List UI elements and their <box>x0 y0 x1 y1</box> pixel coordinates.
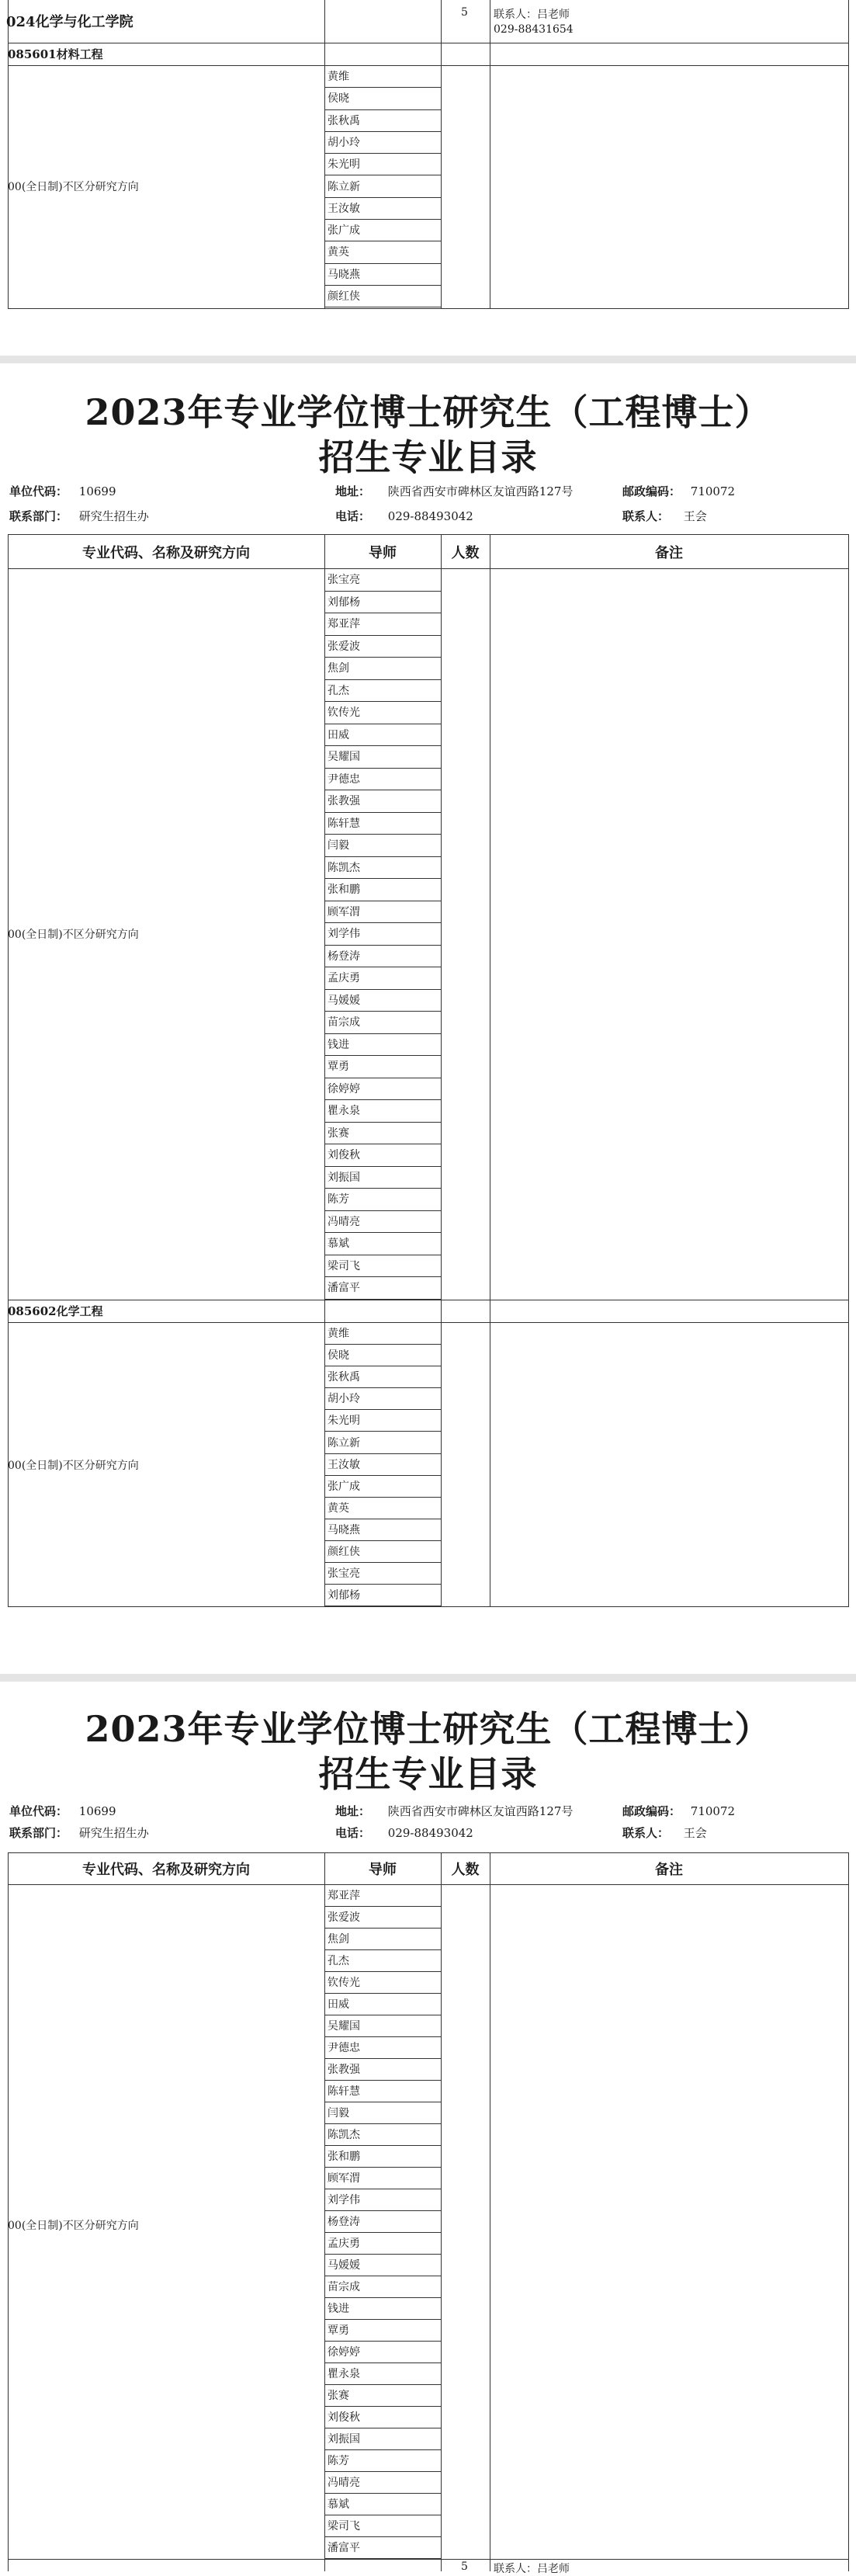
header-count: 人数 <box>451 1862 480 1878</box>
mentor-name: 潘富平 <box>324 2537 441 2559</box>
mentor-name: 刘俊秋 <box>324 2407 441 2428</box>
mentor-name: 刘振国 <box>324 2428 441 2450</box>
contact: 王会 <box>683 1826 707 1840</box>
research-direction: 00(全日制)不区分研究方向 <box>8 1460 139 1472</box>
mentor-name: 孟庆勇 <box>324 967 441 990</box>
phone: 029-88493042 <box>387 509 473 523</box>
mentor-name: 王汝敏 <box>324 1454 441 1476</box>
header-remarks: 备注 <box>655 545 683 561</box>
contact-label: 联系人： <box>622 509 670 523</box>
mentor-name: 孟庆勇 <box>324 2233 441 2255</box>
mentor-name: 胡小玲 <box>324 132 441 154</box>
phone-label: 电话： <box>335 509 371 523</box>
mentor-name: 张教强 <box>324 2059 441 2081</box>
header-remarks: 备注 <box>655 1862 683 1878</box>
mentor-name: 张秋禹 <box>324 1366 441 1388</box>
enrollment-count: 5 <box>461 2560 468 2573</box>
mentor-name: 刘俊秋 <box>324 1144 441 1167</box>
mentor-name: 张教强 <box>324 790 441 813</box>
mentor-name: 尹德忠 <box>324 2037 441 2059</box>
contact-person: 联系人：吕老师 <box>494 9 570 21</box>
dept-row <box>9 509 149 524</box>
mentor-name: 苗宗成 <box>324 1012 441 1034</box>
mentor-name: 陈芳 <box>324 1189 441 1211</box>
mentor-name: 杨登涛 <box>324 2211 441 2233</box>
mentor-name: 苗宗成 <box>324 2276 441 2298</box>
header-major: 专业代码、名称及研究方向 <box>82 1862 250 1878</box>
contact-person: 联系人：吕老师 <box>494 2563 570 2575</box>
mentor-name: 冯晴亮 <box>324 1211 441 1234</box>
zip-label: 邮政编码： <box>622 484 681 498</box>
address: 陕西省西安市碑林区友谊西路127号 <box>387 1804 574 1818</box>
address-row <box>335 1804 573 1819</box>
page-title-line1: 2023年专业学位博士研究生（工程博士） <box>85 391 771 433</box>
mentor-name: 颜红侠 <box>324 286 441 307</box>
mentor-name: 马媛媛 <box>324 2255 441 2276</box>
mentor-name: 马媛媛 <box>324 990 441 1012</box>
mentor-name: 钦传光 <box>324 702 441 724</box>
mentor-name: 陈轩慧 <box>324 2081 441 2102</box>
mentor-name: 陈立新 <box>324 1432 441 1454</box>
mentor-name: 顾军渭 <box>324 2168 441 2189</box>
mentor-name: 梁司飞 <box>324 2515 441 2537</box>
address-label: 地址： <box>335 484 371 498</box>
mentor-name: 钦传光 <box>324 1972 441 1994</box>
mentor-name: 张和鹏 <box>324 879 441 901</box>
mentor-name: 孔杰 <box>324 680 441 703</box>
mentor-name: 覃勇 <box>324 2320 441 2342</box>
mentor-name: 刘郁杨 <box>324 592 441 614</box>
dept-label: 联系部门： <box>9 1826 68 1840</box>
mentor-name: 钱进 <box>324 1034 441 1057</box>
mentor-name: 孔杰 <box>324 1950 441 1972</box>
mentor-name: 吴耀国 <box>324 746 441 769</box>
mentor-name: 张爱波 <box>324 636 441 658</box>
mentor-name: 顾军渭 <box>324 901 441 924</box>
mentor-name: 慕斌 <box>324 1233 441 1255</box>
contact-phone: 029-88431654 <box>494 23 574 36</box>
mentor-name: 侯晓 <box>324 88 441 109</box>
mentor-name: 闫毅 <box>324 2102 441 2124</box>
zip-label: 邮政编码： <box>622 1804 681 1818</box>
mentor-name: 冯晴亮 <box>324 2472 441 2494</box>
mentor-name: 郑亚萍 <box>324 1885 441 1907</box>
phone: 029-88493042 <box>387 1826 473 1840</box>
dept-label: 联系部门： <box>9 509 68 523</box>
mentor-name: 陈立新 <box>324 176 441 198</box>
mentor-name: 瞿永泉 <box>324 2363 441 2385</box>
school-name: 024化学与化工学院 <box>6 14 133 30</box>
mentor-name: 刘郁杨 <box>324 1585 441 1606</box>
major-code-name: 085602化学工程 <box>8 1304 103 1318</box>
mentor-name: 钱进 <box>324 2298 441 2320</box>
mentor-name: 朱光明 <box>324 1410 441 1432</box>
mentor-name: 陈凯杰 <box>324 2124 441 2146</box>
mentor-name: 胡小玲 <box>324 1388 441 1410</box>
mentor-name: 慕斌 <box>324 2494 441 2515</box>
contact: 王会 <box>683 509 707 523</box>
mentor-name: 尹德忠 <box>324 769 441 791</box>
mentor-name: 张和鹏 <box>324 2146 441 2168</box>
research-direction: 00(全日制)不区分研究方向 <box>8 929 139 941</box>
mentor-name: 杨登涛 <box>324 946 441 968</box>
zip-row <box>622 1804 735 1819</box>
mentor-name: 张宝亮 <box>324 569 441 592</box>
header-major: 专业代码、名称及研究方向 <box>82 545 250 561</box>
mentor-name: 张宝亮 <box>324 1563 441 1585</box>
mentor-name: 瞿永泉 <box>324 1100 441 1123</box>
zip: 710072 <box>690 484 736 498</box>
mentor-name: 田威 <box>324 724 441 747</box>
page-title-line2: 招生专业目录 <box>318 436 538 478</box>
mentor-name: 陈轩慧 <box>324 813 441 835</box>
phone-label: 电话： <box>335 1826 371 1840</box>
mentor-name: 徐婷婷 <box>324 1078 441 1101</box>
mentor-name: 潘富平 <box>324 1277 441 1300</box>
unit-code-label: 单位代码： <box>9 484 68 498</box>
mentor-name: 黄英 <box>324 241 441 263</box>
mentor-name: 张赛 <box>324 2385 441 2407</box>
address: 陕西省西安市碑林区友谊西路127号 <box>387 484 574 498</box>
mentor-name: 刘学伟 <box>324 2189 441 2211</box>
mentor-name: 马晓燕 <box>324 264 441 286</box>
unit-code: 10699 <box>78 484 116 498</box>
zip: 710072 <box>690 1804 736 1818</box>
unit-code-row <box>9 1804 116 1819</box>
header-count: 人数 <box>451 545 480 561</box>
mentor-name: 田威 <box>324 1994 441 2015</box>
mentor-name: 张爱波 <box>324 1907 441 1929</box>
mentor-name: 吴耀国 <box>324 2015 441 2037</box>
contact-label: 联系人： <box>622 1826 670 1840</box>
mentor-name: 张秋禹 <box>324 110 441 132</box>
mentor-name: 黄维 <box>324 66 441 88</box>
phone-row <box>335 1825 473 1841</box>
header-mentor: 导师 <box>369 1862 397 1878</box>
research-direction: 00(全日制)不区分研究方向 <box>8 181 139 193</box>
mentor-name: 张赛 <box>324 1123 441 1145</box>
mentor-name: 黄英 <box>324 1498 441 1519</box>
dept: 研究生招生办 <box>78 1826 149 1840</box>
unit-code-label: 单位代码： <box>9 1804 68 1818</box>
enrollment-count: 5 <box>461 6 468 19</box>
mentor-name: 朱光明 <box>324 154 441 175</box>
mentor-name: 刘振国 <box>324 1167 441 1189</box>
mentor-name: 马晓燕 <box>324 1519 441 1541</box>
dept: 研究生招生办 <box>78 509 149 523</box>
dept-row <box>9 1825 149 1841</box>
mentor-name: 郑亚萍 <box>324 613 441 636</box>
mentor-name: 张广成 <box>324 220 441 241</box>
page-separator <box>0 356 856 363</box>
mentor-name: 刘学伟 <box>324 923 441 946</box>
page-title-line2: 招生专业目录 <box>318 1753 538 1795</box>
mentor-name: 徐婷婷 <box>324 2342 441 2363</box>
mentor-name: 梁司飞 <box>324 1255 441 1278</box>
unit-code: 10699 <box>78 1804 116 1818</box>
contact-row <box>622 1825 707 1841</box>
address-label: 地址： <box>335 1804 371 1818</box>
address-row <box>335 484 573 499</box>
unit-code-row <box>9 484 116 499</box>
zip-row <box>622 484 735 499</box>
page-title-line1: 2023年专业学位博士研究生（工程博士） <box>85 1708 771 1750</box>
mentor-name: 黄维 <box>324 1323 441 1345</box>
header-mentor: 导师 <box>369 545 397 561</box>
mentor-name: 陈芳 <box>324 2450 441 2472</box>
mentor-name: 焦剑 <box>324 658 441 680</box>
major-code-name: 085601材料工程 <box>8 47 103 61</box>
mentor-name: 侯晓 <box>324 1345 441 1366</box>
mentor-name: 覃勇 <box>324 1056 441 1078</box>
research-direction: 00(全日制)不区分研究方向 <box>8 2220 139 2232</box>
mentor-name: 闫毅 <box>324 835 441 857</box>
mentor-name: 张广成 <box>324 1476 441 1498</box>
mentor-name: 焦剑 <box>324 1929 441 1950</box>
contact-row <box>622 509 707 524</box>
mentor-name: 颜红侠 <box>324 1541 441 1563</box>
mentor-name: 陈凯杰 <box>324 857 441 880</box>
page-separator <box>0 1674 856 1682</box>
mentor-name: 王汝敏 <box>324 198 441 220</box>
phone-row <box>335 509 473 524</box>
